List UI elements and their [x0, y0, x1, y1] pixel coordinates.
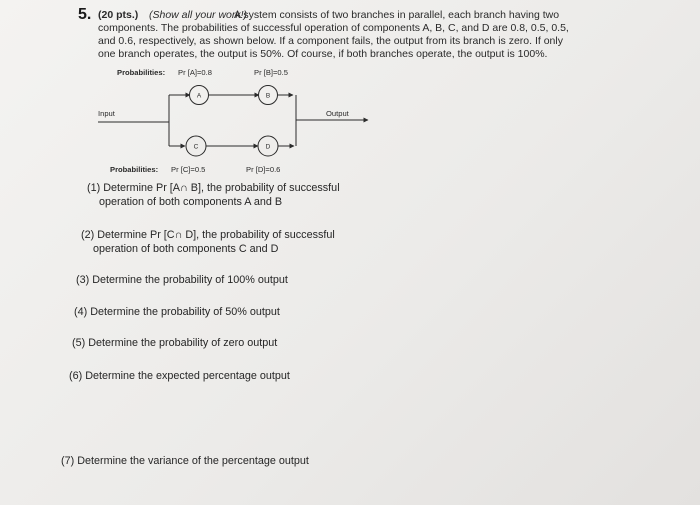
problem-number: 5. [78, 6, 92, 23]
problem-line-1: A system consists of two branches in parallel, each branch having two [234, 9, 560, 21]
output-label: Output [326, 109, 349, 118]
problem-points: (20 pts.) [98, 9, 139, 21]
question-6: (6) Determine the expected percentage output [69, 370, 290, 382]
node-c-label: C [193, 143, 199, 151]
input-label: Input [98, 109, 115, 118]
problem-instruction: (Show all your work!) [149, 9, 248, 21]
node-b-label: B [265, 92, 271, 100]
pr-c-label: Pr [C]=0.5 [171, 165, 206, 174]
problem-line-2: components. The probabilities of successful operation of components A, B, C, and D are 0.8, 0.5, 0.5, [98, 22, 569, 34]
node-d-label: D [265, 143, 271, 151]
question-1-line-1: (1) Determine Pr [A∩ B], the probability of successful [87, 182, 340, 194]
problem-line-4: one branch operates, the output is 50%. Of course, if both branches operate, the output is 100%. [98, 48, 548, 60]
question-3: (3) Determine the probability of 100% output [76, 274, 288, 286]
probabilities-top-label: Probabilities: [117, 68, 166, 77]
pr-b-label: Pr [B]=0.5 [254, 68, 288, 77]
node-a-label: A [196, 92, 202, 100]
question-2-line-1: (2) Determine Pr [C∩ D], the probability of successful [81, 229, 335, 241]
question-2-line-2: operation of both components C and D [93, 243, 279, 255]
question-7: (7) Determine the variance of the percentage output [61, 455, 309, 467]
question-5: (5) Determine the probability of zero output [72, 337, 278, 349]
pr-d-label: Pr [D]=0.6 [246, 165, 281, 174]
problem-line-3: and 0.6, respectively, as shown below. If a component fails, the output from its branch is zero. If only [98, 35, 563, 47]
probabilities-bottom-label: Probabilities: [110, 165, 159, 174]
question-1-line-2: operation of both components A and B [99, 196, 283, 208]
pr-a-label: Pr [A]=0.8 [178, 68, 212, 77]
question-4: (4) Determine the probability of 50% output [74, 306, 280, 318]
